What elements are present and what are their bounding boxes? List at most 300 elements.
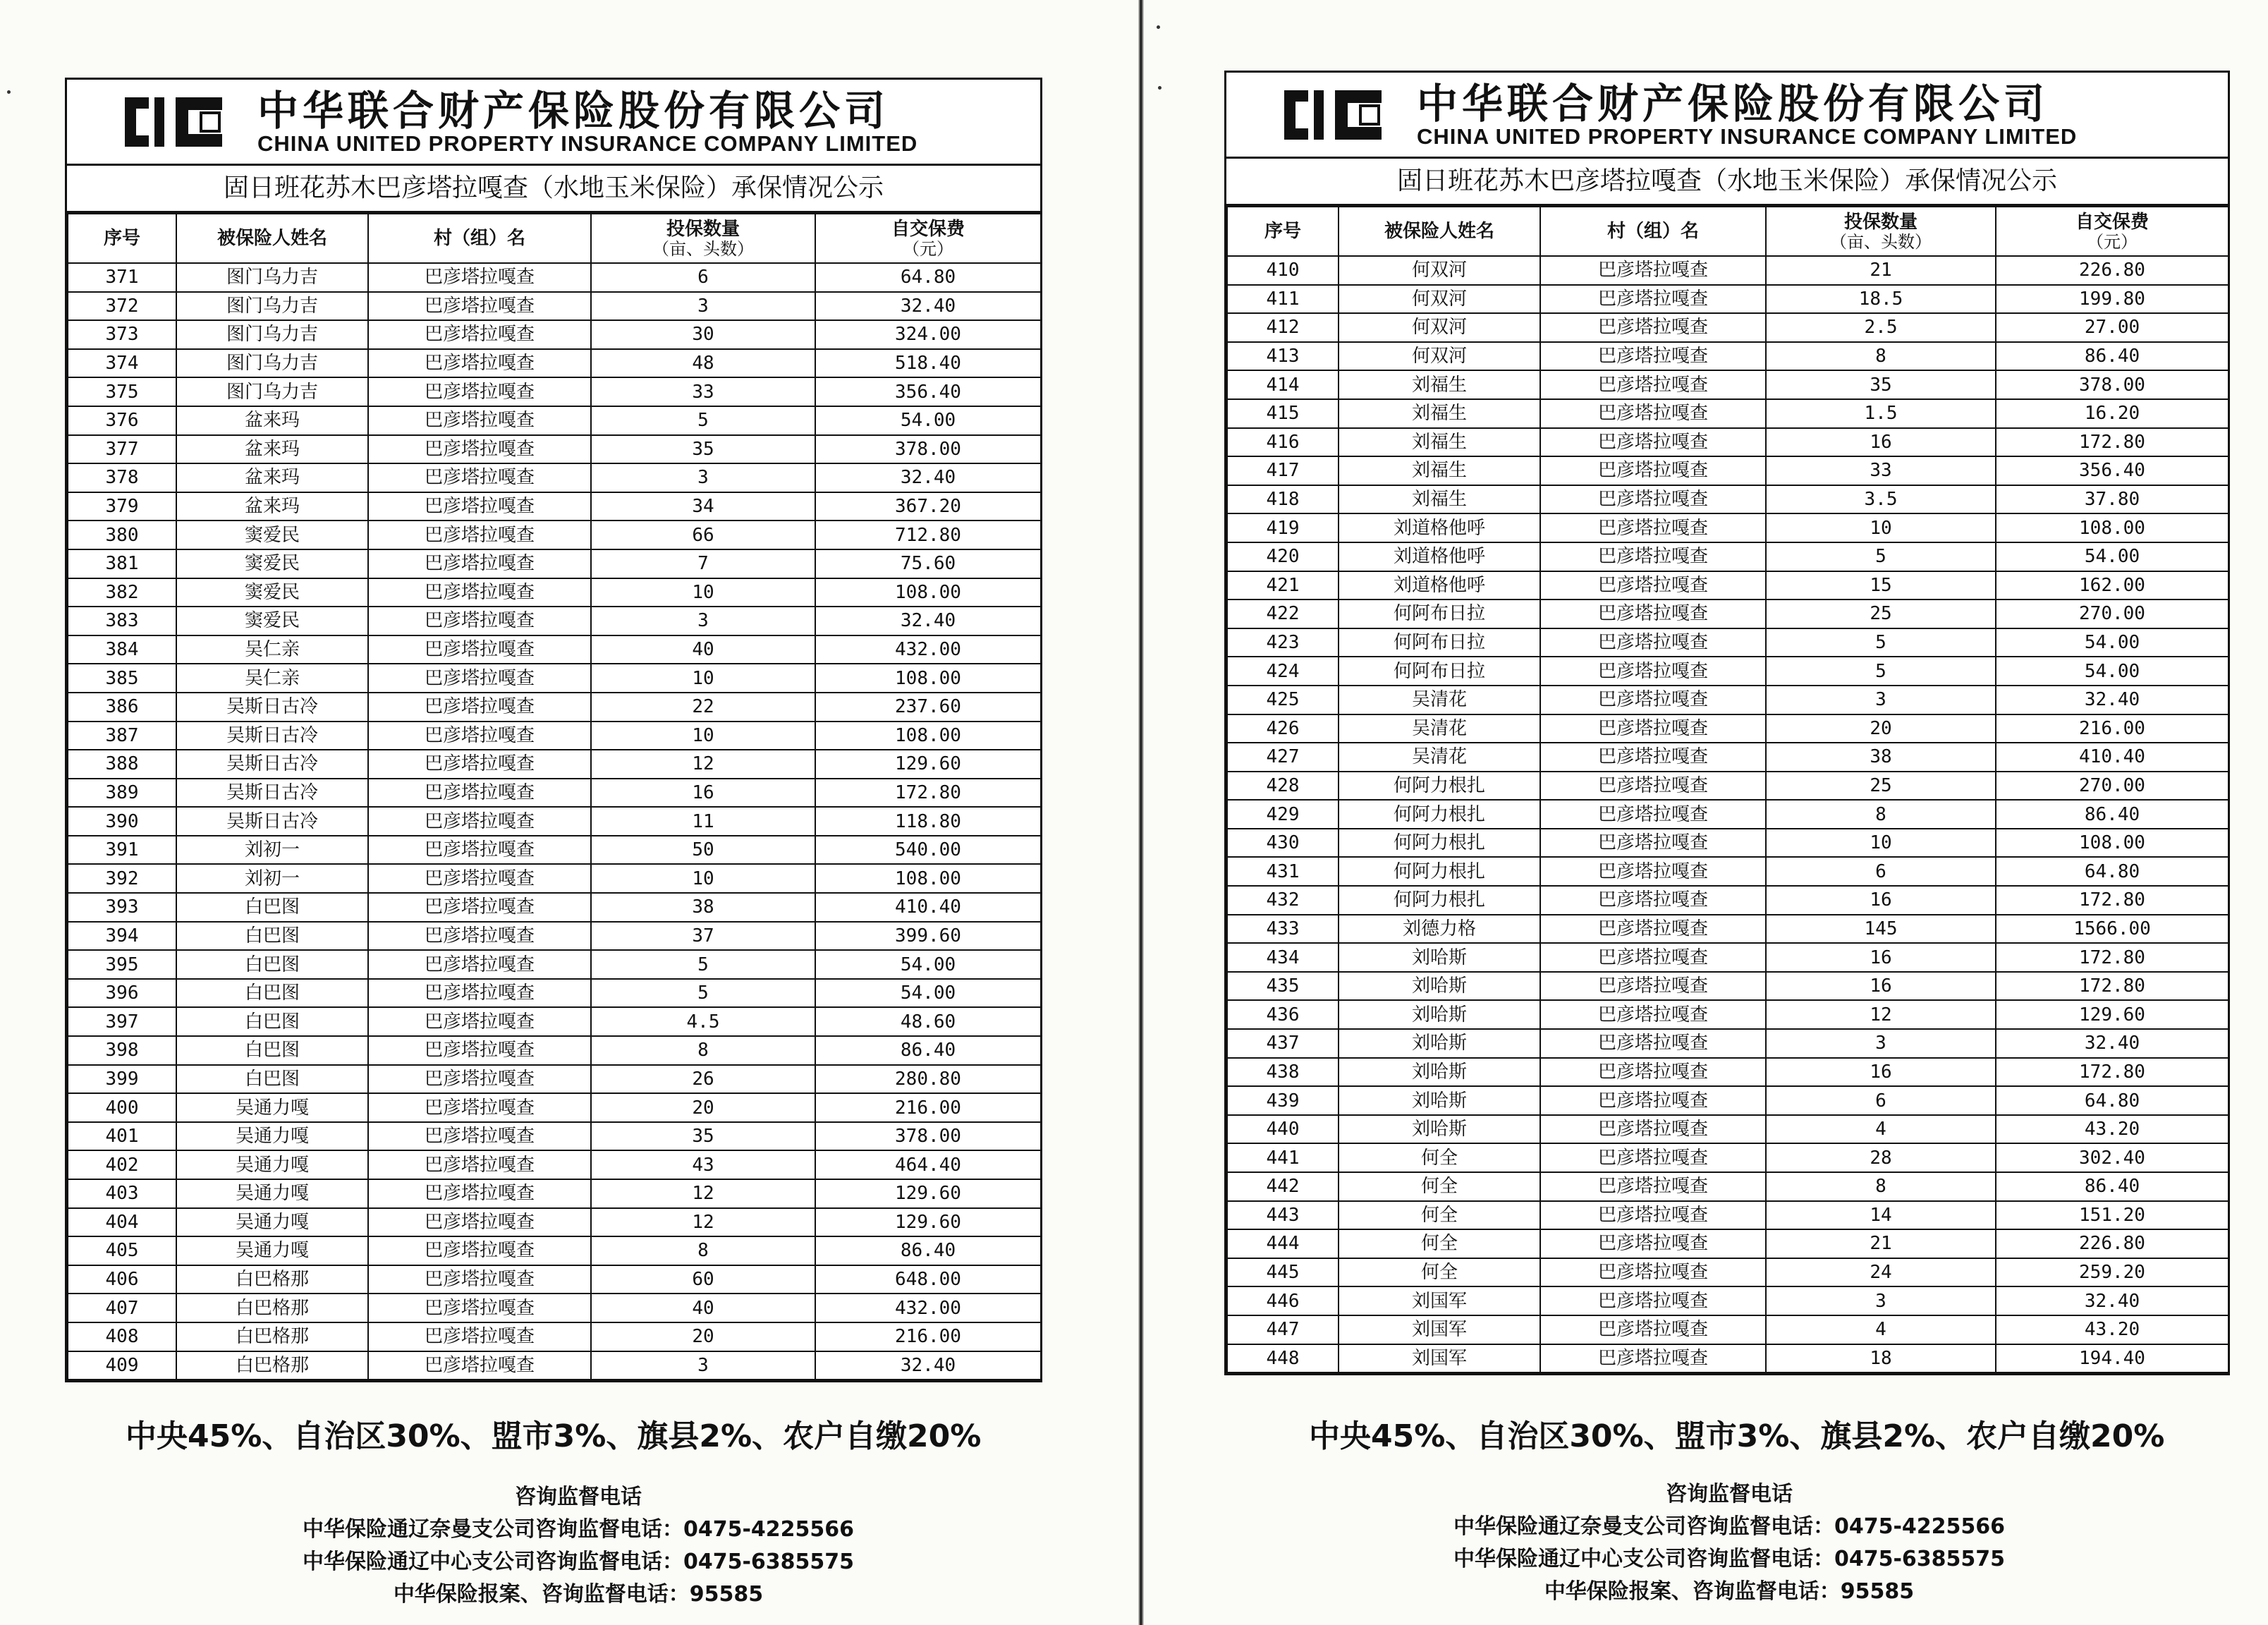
cell-village: 巴彦塔拉嘎查 (1540, 428, 1766, 457)
cell-village: 巴彦塔拉嘎查 (368, 1265, 591, 1294)
paper-speck (7, 90, 11, 94)
cell-seq: 378 (68, 463, 176, 492)
cell-premium: 172.80 (815, 779, 1041, 808)
cell-name: 吴通力嘎 (176, 1150, 368, 1179)
cell-premium: 410.40 (1996, 743, 2229, 772)
cell-premium: 43.20 (1996, 1115, 2229, 1144)
cell-seq: 375 (68, 377, 176, 406)
table-row (1227, 657, 2229, 686)
table-row (68, 1179, 1041, 1208)
cell-quantity: 8 (1766, 342, 1996, 371)
table-row (1227, 800, 2229, 829)
table-row (1227, 1000, 2229, 1029)
cell-quantity: 10 (591, 578, 815, 607)
paper-speck (1157, 25, 1160, 29)
cell-name: 何阿布日拉 (1339, 628, 1540, 657)
cell-name: 白巴图 (176, 1065, 368, 1094)
subsidy-allocation: 中央45%、自治区30%、盟市3%、旗县2%、农户自缴20% (1309, 1418, 2165, 1454)
cell-village: 巴彦塔拉嘎查 (368, 492, 591, 521)
cell-seq: 448 (1227, 1344, 1339, 1373)
cell-seq: 433 (1227, 915, 1339, 944)
cell-village: 巴彦塔拉嘎查 (368, 435, 591, 464)
table-row (1227, 342, 2229, 371)
company-name-cn: 中华联合财产保险股份有限公司 (1417, 79, 2049, 128)
cell-quantity: 66 (591, 521, 815, 549)
cell-premium: 356.40 (815, 377, 1041, 406)
cell-quantity: 10 (591, 864, 815, 893)
cell-premium: 410.40 (815, 893, 1041, 922)
table-row (68, 349, 1041, 378)
cell-seq: 398 (68, 1036, 176, 1065)
cell-name: 吴通力嘎 (176, 1208, 368, 1237)
table-row (1227, 513, 2229, 542)
cell-quantity: 16 (1766, 1058, 1996, 1087)
cell-premium: 48.60 (815, 1007, 1041, 1036)
table-row (68, 1065, 1041, 1094)
col-header-name: 被保险人姓名 (176, 214, 368, 263)
cell-seq: 441 (1227, 1143, 1339, 1172)
cell-village: 巴彦塔拉嘎查 (1540, 915, 1766, 944)
cell-name: 盆来玛 (176, 406, 368, 435)
table-row (1227, 686, 2229, 714)
cell-name: 刘哈斯 (1339, 1115, 1540, 1144)
cell-seq: 428 (1227, 772, 1339, 801)
table-row (1227, 256, 2229, 285)
company-logo (116, 86, 918, 156)
cell-quantity: 16 (591, 779, 815, 808)
cell-premium: 64.80 (1996, 857, 2229, 886)
cell-name: 白巴格那 (176, 1294, 368, 1322)
cell-quantity: 3 (591, 1351, 815, 1380)
cell-seq: 395 (68, 950, 176, 979)
table-row (1227, 1172, 2229, 1201)
cell-village: 巴彦塔拉嘎查 (1540, 456, 1766, 485)
cell-village: 巴彦塔拉嘎查 (1540, 1315, 1766, 1344)
table-row (68, 377, 1041, 406)
cell-village: 巴彦塔拉嘎查 (1540, 256, 1766, 285)
cell-quantity: 21 (1766, 1229, 1996, 1258)
cell-premium: 270.00 (1996, 772, 2229, 801)
cell-premium: 172.80 (1996, 428, 2229, 457)
cell-village: 巴彦塔拉嘎查 (1540, 657, 1766, 686)
cell-premium: 324.00 (815, 320, 1041, 349)
cell-quantity: 5 (1766, 657, 1996, 686)
cell-seq: 383 (68, 607, 176, 635)
cell-seq: 407 (68, 1294, 176, 1322)
cell-name: 白巴图 (176, 950, 368, 979)
cell-name: 窦爱民 (176, 549, 368, 578)
cell-village: 巴彦塔拉嘎查 (1540, 399, 1766, 428)
cell-village: 巴彦塔拉嘎查 (1540, 628, 1766, 657)
cell-village: 巴彦塔拉嘎查 (368, 377, 591, 406)
table-row (68, 492, 1041, 521)
cell-premium: 216.00 (815, 1093, 1041, 1122)
cell-premium: 378.00 (1996, 370, 2229, 399)
contact-line: 中华保险报案、咨询监督电话：95585 (393, 1582, 764, 1607)
coverage-table (67, 213, 1042, 1380)
cell-seq: 424 (1227, 657, 1339, 686)
cell-name: 何阿力根扎 (1339, 829, 1540, 858)
cell-premium: 162.00 (1996, 571, 2229, 600)
cell-quantity: 18.5 (1766, 285, 1996, 314)
contact-heading: 咨询监督电话 (515, 1485, 642, 1509)
cell-premium: 54.00 (815, 979, 1041, 1008)
cell-name: 吴清花 (1339, 686, 1540, 714)
cell-seq: 427 (1227, 743, 1339, 772)
cell-premium: 54.00 (815, 950, 1041, 979)
cell-seq: 379 (68, 492, 176, 521)
cell-village: 巴彦塔拉嘎查 (368, 406, 591, 435)
cell-village: 巴彦塔拉嘎查 (368, 1065, 591, 1094)
cell-seq: 388 (68, 750, 176, 779)
cell-name: 吴斯日古冷 (176, 693, 368, 722)
cell-quantity: 43 (591, 1150, 815, 1179)
cell-name: 刘国军 (1339, 1315, 1540, 1344)
cell-village: 巴彦塔拉嘎查 (1540, 600, 1766, 628)
cell-village: 巴彦塔拉嘎查 (1540, 1258, 1766, 1287)
cell-premium: 367.20 (815, 492, 1041, 521)
table-row (1227, 1229, 2229, 1258)
cell-village: 巴彦塔拉嘎查 (368, 779, 591, 808)
table-row (68, 1007, 1041, 1036)
cell-premium: 378.00 (815, 435, 1041, 464)
cell-quantity: 48 (591, 349, 815, 378)
cell-premium: 432.00 (815, 635, 1041, 664)
cell-seq: 436 (1227, 1000, 1339, 1029)
cell-quantity: 20 (1766, 714, 1996, 743)
cell-village: 巴彦塔拉嘎查 (1540, 1115, 1766, 1144)
cell-premium: 356.40 (1996, 456, 2229, 485)
cell-premium: 302.40 (1996, 1143, 2229, 1172)
col-header-premium: 自交保费 （元） (1996, 207, 2229, 256)
cell-premium: 86.40 (815, 1236, 1041, 1265)
cell-seq: 399 (68, 1065, 176, 1094)
cell-name: 何全 (1339, 1143, 1540, 1172)
cell-name: 窦爱民 (176, 607, 368, 635)
cell-village: 巴彦塔拉嘎查 (1540, 1344, 1766, 1373)
cell-premium: 1566.00 (1996, 915, 2229, 944)
table-row (68, 1351, 1041, 1380)
cell-seq: 423 (1227, 628, 1339, 657)
col-header-seq: 序号 (68, 214, 176, 263)
cell-village: 巴彦塔拉嘎查 (1540, 686, 1766, 714)
cell-quantity: 12 (591, 750, 815, 779)
cell-premium: 216.00 (1996, 714, 2229, 743)
cell-quantity: 12 (591, 1179, 815, 1208)
cell-name: 白巴图 (176, 1036, 368, 1065)
cell-quantity: 18 (1766, 1344, 1996, 1373)
cell-quantity: 34 (591, 492, 815, 521)
table-row (68, 779, 1041, 808)
cell-quantity: 6 (1766, 1086, 1996, 1115)
cell-quantity: 145 (1766, 915, 1996, 944)
cell-village: 巴彦塔拉嘎查 (368, 292, 591, 321)
table-row (1227, 1086, 2229, 1115)
cell-quantity: 3 (591, 607, 815, 635)
cell-seq: 404 (68, 1208, 176, 1237)
cell-quantity: 22 (591, 693, 815, 722)
table-row (1227, 285, 2229, 314)
cell-premium: 75.60 (815, 549, 1041, 578)
cell-quantity: 28 (1766, 1143, 1996, 1172)
table-row (1227, 1258, 2229, 1287)
cell-village: 巴彦塔拉嘎查 (368, 836, 591, 865)
cell-village: 巴彦塔拉嘎查 (1540, 1201, 1766, 1230)
cell-quantity: 3 (1766, 1029, 1996, 1058)
company-header (1226, 73, 2228, 159)
cell-village: 巴彦塔拉嘎查 (368, 1208, 591, 1237)
page-fold (1138, 0, 1144, 1625)
cell-name: 吴斯日古冷 (176, 807, 368, 836)
cell-name: 何双河 (1339, 256, 1540, 285)
cell-quantity: 38 (1766, 743, 1996, 772)
cell-quantity: 7 (591, 549, 815, 578)
cell-village: 巴彦塔拉嘎查 (1540, 1229, 1766, 1258)
cell-premium: 199.80 (1996, 285, 2229, 314)
cell-seq: 377 (68, 435, 176, 464)
table-row (1227, 1315, 2229, 1344)
cell-name: 图门乌力吉 (176, 292, 368, 321)
cell-name: 盆来玛 (176, 463, 368, 492)
cell-quantity: 11 (591, 807, 815, 836)
cell-quantity: 5 (1766, 542, 1996, 571)
cell-seq: 425 (1227, 686, 1339, 714)
table-body (68, 263, 1041, 1380)
col-header-quantity: 投保数量 （亩、头数） (591, 214, 815, 263)
cell-premium: 108.00 (815, 864, 1041, 893)
cell-village: 巴彦塔拉嘎查 (368, 807, 591, 836)
col-header-premium: 自交保费 （元） (815, 214, 1041, 263)
cell-seq: 372 (68, 292, 176, 321)
cell-village: 巴彦塔拉嘎查 (368, 463, 591, 492)
cell-quantity: 16 (1766, 943, 1996, 972)
cell-village: 巴彦塔拉嘎查 (368, 1294, 591, 1322)
cell-quantity: 12 (1766, 1000, 1996, 1029)
cell-seq: 418 (1227, 485, 1339, 514)
cell-premium: 108.00 (815, 664, 1041, 693)
cell-village: 巴彦塔拉嘎查 (1540, 1143, 1766, 1172)
table-row (1227, 1344, 2229, 1373)
cell-premium: 54.00 (815, 406, 1041, 435)
cell-name: 何阿力根扎 (1339, 857, 1540, 886)
cell-village: 巴彦塔拉嘎查 (368, 1093, 591, 1122)
cell-village: 巴彦塔拉嘎查 (368, 950, 591, 979)
table-row (68, 1150, 1041, 1179)
cell-name: 图门乌力吉 (176, 377, 368, 406)
cell-seq: 422 (1227, 600, 1339, 628)
cell-name: 刘国军 (1339, 1286, 1540, 1315)
cell-name: 刘福生 (1339, 399, 1540, 428)
cell-seq: 408 (68, 1322, 176, 1351)
cell-quantity: 4 (1766, 1115, 1996, 1144)
table-row (1227, 1286, 2229, 1315)
cell-village: 巴彦塔拉嘎查 (368, 893, 591, 922)
cell-premium: 64.80 (1996, 1086, 2229, 1115)
cell-village: 巴彦塔拉嘎查 (1540, 1172, 1766, 1201)
notice-left (65, 78, 1042, 1382)
cell-seq: 380 (68, 521, 176, 549)
table-body (1227, 256, 2229, 1373)
cell-village: 巴彦塔拉嘎查 (368, 549, 591, 578)
cell-village: 巴彦塔拉嘎查 (368, 922, 591, 951)
table-row (1227, 1058, 2229, 1087)
cell-premium: 37.80 (1996, 485, 2229, 514)
cell-name: 吴通力嘎 (176, 1093, 368, 1122)
cell-village: 巴彦塔拉嘎查 (1540, 1029, 1766, 1058)
cell-village: 巴彦塔拉嘎查 (1540, 829, 1766, 858)
cell-name: 刘初一 (176, 836, 368, 865)
cell-seq: 373 (68, 320, 176, 349)
cell-name: 吴通力嘎 (176, 1122, 368, 1151)
cic-logo-icon (1276, 85, 1410, 145)
cell-seq: 397 (68, 1007, 176, 1036)
table-row (68, 1294, 1041, 1322)
cell-premium: 27.00 (1996, 313, 2229, 342)
cell-quantity: 10 (1766, 829, 1996, 858)
cell-quantity: 3.5 (1766, 485, 1996, 514)
cell-seq: 382 (68, 578, 176, 607)
cell-premium: 172.80 (1996, 972, 2229, 1001)
cell-quantity: 14 (1766, 1201, 1996, 1230)
table-row (68, 922, 1041, 951)
cell-name: 何阿力根扎 (1339, 800, 1540, 829)
cell-name: 吴斯日古冷 (176, 779, 368, 808)
cell-premium: 518.40 (815, 349, 1041, 378)
cell-name: 白巴图 (176, 893, 368, 922)
cell-quantity: 12 (591, 1208, 815, 1237)
cell-quantity: 40 (591, 1294, 815, 1322)
cell-quantity: 26 (591, 1065, 815, 1094)
cell-seq: 392 (68, 864, 176, 893)
contact-line: 中华保险通辽奈曼支公司咨询监督电话：0475-4225566 (1453, 1514, 2006, 1539)
cell-quantity: 1.5 (1766, 399, 1996, 428)
cell-quantity: 4 (1766, 1315, 1996, 1344)
cell-name: 刘道格他呼 (1339, 542, 1540, 571)
cell-name: 何双河 (1339, 342, 1540, 371)
cell-seq: 381 (68, 549, 176, 578)
cell-name: 刘哈斯 (1339, 972, 1540, 1001)
cell-seq: 442 (1227, 1172, 1339, 1201)
cell-premium: 151.20 (1996, 1201, 2229, 1230)
table-row (1227, 628, 2229, 657)
cell-quantity: 10 (591, 664, 815, 693)
cell-premium: 32.40 (1996, 686, 2229, 714)
cell-seq: 421 (1227, 571, 1339, 600)
cell-name: 白巴图 (176, 979, 368, 1008)
cell-village: 巴彦塔拉嘎查 (1540, 571, 1766, 600)
cell-quantity: 25 (1766, 772, 1996, 801)
cell-village: 巴彦塔拉嘎查 (368, 1122, 591, 1151)
cell-name: 吴斯日古冷 (176, 750, 368, 779)
table-row (68, 979, 1041, 1008)
cell-name: 何全 (1339, 1201, 1540, 1230)
cell-quantity: 4.5 (591, 1007, 815, 1036)
cell-village: 巴彦塔拉嘎查 (1540, 800, 1766, 829)
cell-premium: 108.00 (815, 722, 1041, 750)
cell-quantity: 15 (1766, 571, 1996, 600)
cell-quantity: 8 (1766, 800, 1996, 829)
cell-village: 巴彦塔拉嘎查 (368, 349, 591, 378)
table-row (68, 693, 1041, 722)
company-logo (1276, 79, 2078, 149)
cell-seq: 438 (1227, 1058, 1339, 1087)
cell-quantity: 2.5 (1766, 313, 1996, 342)
cell-quantity: 35 (1766, 370, 1996, 399)
cell-quantity: 24 (1766, 1258, 1996, 1287)
cell-name: 吴清花 (1339, 714, 1540, 743)
table-row (1227, 399, 2229, 428)
cell-seq: 393 (68, 893, 176, 922)
contact-block (212, 1481, 945, 1611)
table-row (1227, 943, 2229, 972)
table-row (1227, 370, 2229, 399)
cell-premium: 172.80 (1996, 1058, 2229, 1087)
cell-village: 巴彦塔拉嘎查 (1540, 943, 1766, 972)
cell-seq: 406 (68, 1265, 176, 1294)
table-row (1227, 1115, 2229, 1144)
table-row (68, 1036, 1041, 1065)
cell-seq: 417 (1227, 456, 1339, 485)
notice-title: 固日班花苏木巴彦塔拉嘎查（水地玉米保险）承保情况公示 (1226, 159, 2228, 206)
cell-village: 巴彦塔拉嘎查 (1540, 313, 1766, 342)
cell-village: 巴彦塔拉嘎查 (1540, 542, 1766, 571)
cell-premium: 378.00 (815, 1122, 1041, 1151)
cell-seq: 385 (68, 664, 176, 693)
cell-premium: 464.40 (815, 1150, 1041, 1179)
cell-premium: 54.00 (1996, 657, 2229, 686)
cell-name: 白巴格那 (176, 1322, 368, 1351)
cell-name: 刘福生 (1339, 428, 1540, 457)
contact-line: 中华保险报案、咨询监督电话：95585 (1544, 1579, 1915, 1604)
cell-seq: 437 (1227, 1029, 1339, 1058)
cell-name: 何全 (1339, 1172, 1540, 1201)
table-row (68, 664, 1041, 693)
cell-village: 巴彦塔拉嘎查 (368, 1322, 591, 1351)
table-row (68, 406, 1041, 435)
cell-village: 巴彦塔拉嘎查 (1540, 1286, 1766, 1315)
table-row (1227, 886, 2229, 915)
table-row (68, 1265, 1041, 1294)
cell-seq: 411 (1227, 285, 1339, 314)
cell-premium: 32.40 (1996, 1286, 2229, 1315)
cell-village: 巴彦塔拉嘎查 (1540, 972, 1766, 1001)
table-row (68, 463, 1041, 492)
cell-seq: 432 (1227, 886, 1339, 915)
cell-village: 巴彦塔拉嘎查 (368, 722, 591, 750)
cell-name: 吴清花 (1339, 743, 1540, 772)
cell-quantity: 10 (1766, 513, 1996, 542)
cell-seq: 440 (1227, 1115, 1339, 1144)
cell-quantity: 35 (591, 435, 815, 464)
cell-quantity: 21 (1766, 256, 1996, 285)
cell-name: 吴仁亲 (176, 635, 368, 664)
cell-premium: 32.40 (815, 607, 1041, 635)
cell-quantity: 16 (1766, 972, 1996, 1001)
cell-premium: 129.60 (815, 750, 1041, 779)
cell-premium: 108.00 (815, 578, 1041, 607)
cell-premium: 172.80 (1996, 943, 2229, 972)
cell-seq: 410 (1227, 256, 1339, 285)
cell-name: 白巴格那 (176, 1351, 368, 1380)
cell-quantity: 30 (591, 320, 815, 349)
cell-name: 刘哈斯 (1339, 1058, 1540, 1087)
table-row (68, 1093, 1041, 1122)
company-name-en: CHINA UNITED PROPERTY INSURANCE COMPANY LIMITED (257, 130, 918, 156)
cell-premium: 540.00 (815, 836, 1041, 865)
cell-village: 巴彦塔拉嘎查 (368, 750, 591, 779)
cell-quantity: 16 (1766, 428, 1996, 457)
cell-name: 窦爱民 (176, 578, 368, 607)
